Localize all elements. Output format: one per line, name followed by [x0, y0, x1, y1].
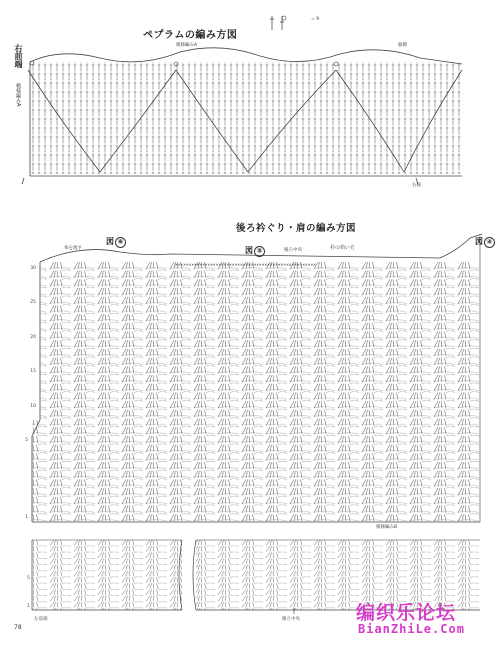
row-number: 30 [30, 266, 36, 271]
left-front-edge-label: 左前端 [34, 617, 48, 622]
right-front-edge-label: 右前端 [14, 44, 23, 68]
back-center-label: 後ろ中央 [284, 248, 302, 253]
row-number: 5 [25, 438, 28, 443]
figure-5-label: 図 ⑤ [245, 245, 265, 257]
bottom-back-center-label: 後ろ中央 [282, 617, 300, 622]
row-number: 5 [27, 576, 30, 581]
figure-4-label: 図 ④ [475, 236, 495, 248]
carry-yarn-note: 糸を渡す [64, 246, 82, 251]
row-number: 1 [25, 515, 28, 520]
row-number: 1 [27, 604, 30, 609]
row-number: 10 [30, 404, 36, 409]
collar-pickup-label: 衿の拾い方 [330, 245, 356, 251]
row-number: 15 [30, 369, 36, 374]
top-chart-title: ペプラムの編み方図 [143, 30, 238, 41]
top-chart-body [22, 48, 462, 184]
figure-6-label: 図 ⑥ [106, 236, 126, 248]
right-side-label: 右脇 [412, 183, 421, 188]
watermark-title: 编织乐论坛 [356, 602, 457, 624]
watermark-url: BianZhiLe.Com [358, 622, 465, 636]
bottom-chart-title: 後ろ衿ぐり・肩の編み方図 [236, 223, 357, 234]
legend-note: = 9 [311, 17, 320, 22]
page-number: 78 [14, 624, 22, 631]
pattern-a-label: 模様編みA [176, 43, 198, 48]
side-label: 脇側 [398, 43, 407, 48]
pattern-b-label: 模様編みB [376, 525, 398, 530]
bottom-chart-upper-body [32, 234, 482, 522]
pattern-a-vertical-label: 模様編みA [15, 83, 21, 107]
row-number: 25 [30, 300, 36, 305]
svg-text:××××××××××××××××××××××××××××××: ×××××××××××××××××××××××××××××××××××××××××××××××××××× [175, 263, 316, 268]
row-number: 20 [30, 335, 36, 340]
